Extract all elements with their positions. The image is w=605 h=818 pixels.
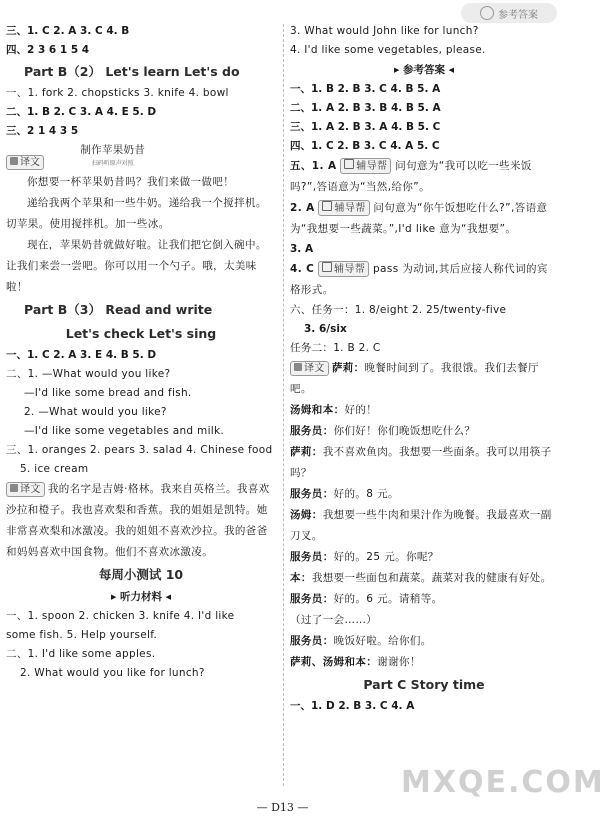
- answer-line: 三、1. A 2. B 3. A 4. B 5. C: [290, 121, 441, 133]
- recipe-small-note: 扫码听原声对照: [91, 160, 134, 167]
- answer-line: 2. What would you like for lunch?: [20, 667, 205, 679]
- triangle-left-icon: ◀: [165, 593, 172, 601]
- answer-line: 一、1. B 2. B 3. C 4. B 5. A: [290, 83, 441, 95]
- left-column: [6, 22, 276, 683]
- dialogue-line: 服务员：你们好！你们晚饭想吃什么？: [290, 425, 476, 437]
- translation-header: [6, 141, 276, 172]
- translation-tag: 译文: [290, 361, 329, 376]
- translation-icon: [10, 484, 18, 492]
- answer-line: —I'd like some vegetables and milk.: [24, 425, 225, 437]
- answer-line: 3. What would John like for lunch?: [290, 25, 479, 37]
- dialogue-line: 服务员：好的。8 元。: [290, 488, 399, 500]
- answer-line: 六、任务一：1. 8/eight 2. 25/twenty-five: [290, 304, 507, 316]
- paragraph: 递给我两个苹果和一些牛奶。递给我一个搅拌机。切苹果。使用搅拌机。加一些冰。: [6, 197, 267, 230]
- answer-line: 一、1. D 2. B 3. C 4. A: [290, 700, 415, 712]
- dialogue-line: 汤姆：我想要一些牛肉和果汁作为晚餐。我最喜欢一副刀叉。: [290, 509, 552, 542]
- answer-line: 二、1. —What would you like?: [6, 368, 171, 380]
- answer-line: 一、1. fork 2. chopsticks 3. knife 4. bowl: [6, 87, 229, 99]
- dialogue-line: 服务员：好的。6 元。请稍等。: [290, 593, 443, 605]
- translation-icon: [10, 157, 18, 165]
- right-column: [290, 22, 558, 716]
- recipe-title: 制作苹果奶昔 扫码听原声对照: [80, 144, 146, 167]
- paragraph: 译文 我的名字是吉姆·格林。我来自英格兰。我喜欢沙拉和橙子。我也喜欢梨和香蕉。我的姐姐是凯特。她非常喜欢梨和冰激凌。我的姐姐不喜欢沙拉。我的爸爸和妈妈喜欢中国食物。他们不喜欢冰激凌。: [6, 483, 270, 558]
- answer-line: —I'd like some bread and fish.: [24, 387, 192, 399]
- helper-icon: [322, 201, 332, 211]
- answer-line: 二、1. A 2. B 3. B 4. B 5. A: [290, 102, 441, 114]
- answer-line: 三、1. oranges 2. pears 3. salad 4. Chinese food: [6, 444, 273, 456]
- answer-line: 四、2 3 6 1 5 4: [6, 44, 90, 56]
- weekly-test-title: 每周小测试 10: [98, 567, 184, 582]
- section-title-partb2: Part B（2） Let's learn Let's do: [24, 64, 240, 79]
- answer-line: 5. ice cream: [20, 463, 89, 475]
- translation-icon: [294, 363, 302, 371]
- dialogue-line: 汤姆和本：好的！: [290, 404, 378, 416]
- paragraph: 现在，苹果奶昔就做好啦。让我们把它倒入碗中。让我们来尝一尝吧。你可以用一个勺子。哦，太美味啦！: [6, 239, 267, 293]
- helper-icon: [322, 262, 332, 272]
- triangle-right-icon: ▶: [110, 593, 117, 601]
- page-number: — D13 —: [256, 801, 309, 814]
- explanation: 2. A 辅导帮 问句意为“你午饭想吃什么?”,答语意为“我想要一些蔬菜。”,I'd like 意为“我想要”。: [290, 202, 548, 235]
- section-subtitle-partb3: Let's check Let's sing: [65, 326, 217, 341]
- section-title-partc: Part C Story time: [363, 677, 485, 692]
- answer-line: 3. 6/six: [304, 323, 347, 335]
- translation-tag: 译文: [6, 482, 45, 497]
- dialogue-line: 服务员：好的。25 元。你呢？: [290, 551, 439, 563]
- helper-tag: 辅导帮: [340, 158, 391, 174]
- answer-line: 四、1. C 2. B 3. C 4. A 5. C: [290, 140, 440, 152]
- answer-line: 三、2 1 4 3 5: [6, 125, 79, 137]
- dialogue-line: 译文 萨莉：晚餐时间到了。我很饿。我们去餐厅吧。: [290, 362, 539, 395]
- answers-banner: ▶ 参考答案 ◀: [393, 64, 455, 76]
- helper-tag: 辅导帮: [318, 261, 369, 277]
- translation-tag: 译文: [6, 155, 44, 170]
- explanation: 4. C 辅导帮 pass 为动词,其后应接人称代词的宾格形式。: [290, 263, 548, 296]
- answer-line: 一、1. C 2. A 3. E 4. B 5. D: [6, 349, 157, 361]
- helper-icon: [344, 159, 354, 169]
- dialogue-line: 本：我想要一些面包和蔬菜。蔬菜对我的健康有好处。: [290, 572, 552, 584]
- answer-line: 任务二：1. B 2. C: [290, 342, 381, 354]
- answer-line: 2. —What would you like?: [24, 406, 167, 418]
- answer-line: 二、1. I'd like some apples.: [6, 648, 156, 660]
- header-badge-label: 参考答案: [498, 9, 538, 21]
- dialogue-line: 服务员：晚饭好啦。给你们。: [290, 635, 432, 647]
- watermark-logo: MXQE.COM: [401, 765, 605, 800]
- answer-line: some fish. 5. Help yourself.: [6, 629, 158, 641]
- answer-line: 三、1. C 2. A 3. C 4. B: [6, 25, 130, 37]
- listening-banner: ▶ 听力材料 ◀: [110, 591, 172, 603]
- column-divider: [283, 24, 284, 786]
- triangle-right-icon: ▶: [393, 66, 400, 74]
- answer-logo-icon: [480, 6, 494, 20]
- triangle-left-icon: ◀: [448, 66, 455, 74]
- dialogue-line: （过了一会……）: [290, 614, 378, 626]
- section-title-partb3: Part B（3） Read and write: [24, 302, 213, 317]
- dialogue-line: 萨莉：我不喜欢鱼肉。我想要一些面条。我可以用筷子吗？: [290, 446, 552, 479]
- explanation: 五、1. A 辅导帮 问句意为“我可以吃一些米饭吗?”,答语意为“当然,给你”。: [290, 160, 532, 193]
- dialogue-line: 萨莉、汤姆和本：谢谢你！: [290, 656, 421, 668]
- answer-line: 二、1. B 2. C 3. A 4. E 5. D: [6, 106, 157, 118]
- answer-line: 一、1. spoon 2. chicken 3. knife 4. I'd like: [6, 610, 235, 622]
- answer-line: 4. I'd like some vegetables, please.: [290, 44, 486, 56]
- helper-tag: 辅导帮: [318, 200, 369, 216]
- answer-line: 3. A: [290, 243, 314, 255]
- header-badge: [461, 3, 557, 23]
- paragraph: 你想要一杯苹果奶昔吗？我们来做一做吧！: [27, 176, 235, 188]
